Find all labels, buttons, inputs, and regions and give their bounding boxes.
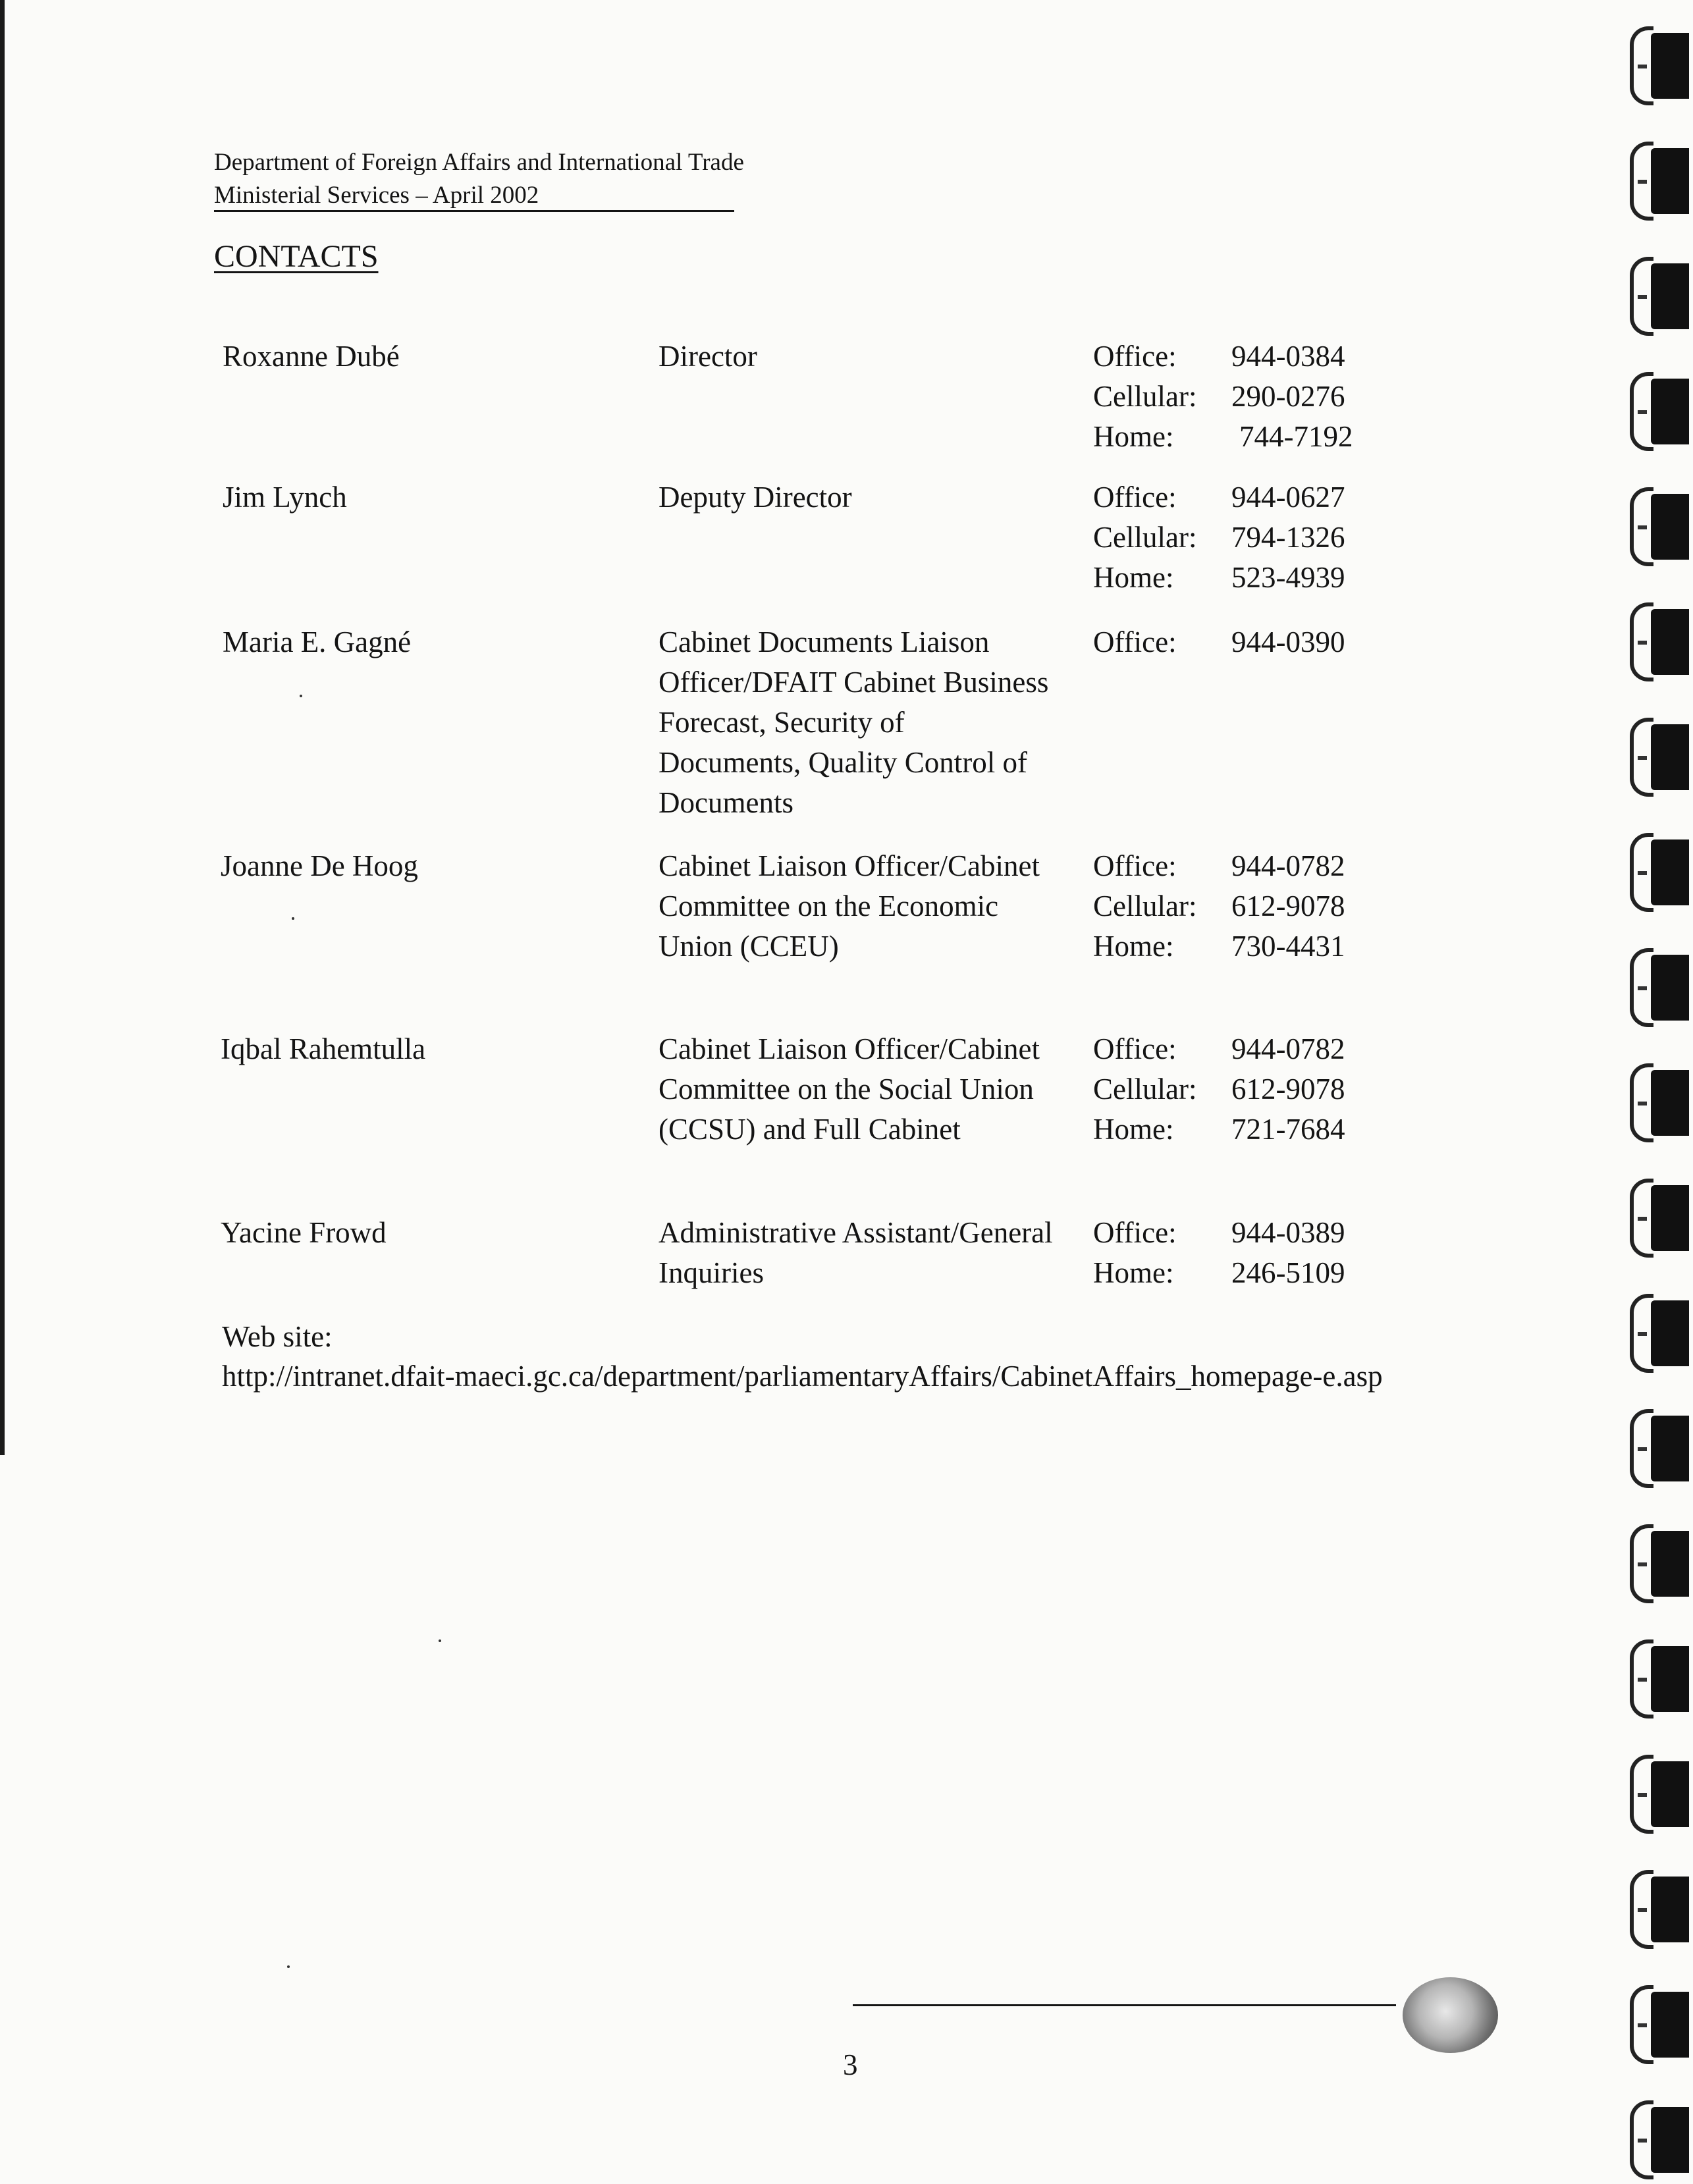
- contact-phones: [1093, 1029, 1422, 1150]
- header-subtitle: Ministerial Services – April 2002: [214, 181, 734, 212]
- phone-row: [1093, 846, 1422, 886]
- phone-type: Home:: [1093, 1113, 1174, 1146]
- phone-number: 612-9078: [1231, 1073, 1345, 1105]
- phone-number: 730-4431: [1231, 930, 1345, 963]
- website-url[interactable]: http://intranet.dfait-maeci.gc.ca/department/parliamentaryAffairs/CabinetAffairs_homepage-e.asp: [222, 1360, 1383, 1393]
- contact-name: Iqbal Rahemtulla: [221, 1032, 426, 1065]
- scan-speck: [292, 917, 294, 920]
- phone-number: 944-0389: [1231, 1216, 1345, 1249]
- scan-speck: [439, 1639, 441, 1642]
- phone-type: Home:: [1093, 420, 1174, 453]
- phone-row: [1093, 1109, 1422, 1150]
- phone-type: Cellular:: [1093, 380, 1197, 413]
- phone-number: 246-5109: [1231, 1256, 1345, 1289]
- binding-ring: [1630, 1870, 1689, 1949]
- contact-name: Jim Lynch: [223, 481, 347, 514]
- binding-ring: [1630, 1524, 1689, 1603]
- phone-row: [1093, 1213, 1422, 1253]
- contact-name: Roxanne Dubé: [223, 340, 400, 373]
- phone-type: Office:: [1093, 481, 1177, 514]
- department-name: Department of Foreign Affairs and International Trade: [214, 149, 744, 176]
- spiral-binding: [1623, 0, 1693, 2184]
- binding-ring: [1630, 1639, 1689, 1718]
- phone-row: [1093, 417, 1422, 457]
- binding-ring: [1630, 26, 1689, 105]
- document-header: [214, 146, 744, 212]
- phone-row: [1093, 336, 1422, 377]
- contact-phones: [1093, 477, 1422, 598]
- phone-number: 944-0782: [1231, 1032, 1345, 1065]
- binding-ring: [1630, 1755, 1689, 1834]
- contact-name: Maria E. Gagné: [223, 626, 412, 658]
- phone-number: 944-0390: [1231, 626, 1345, 658]
- phone-row: [1093, 926, 1422, 967]
- page-title: CONTACTS: [214, 239, 379, 274]
- phone-number: 944-0782: [1231, 849, 1345, 882]
- globe-stamp-icon: [1403, 1977, 1498, 2053]
- contact-name: Joanne De Hoog: [221, 849, 418, 882]
- binding-ring: [1630, 602, 1689, 681]
- phone-number: 523-4939: [1231, 561, 1345, 594]
- scan-speck: [300, 695, 302, 697]
- phone-row: [1093, 1069, 1422, 1109]
- phone-row: [1093, 1253, 1422, 1293]
- phone-row: [1093, 558, 1422, 598]
- phone-number: 721-7684: [1231, 1113, 1345, 1146]
- phone-number: 612-9078: [1231, 890, 1345, 922]
- phone-number: 290-0276: [1231, 380, 1345, 413]
- phone-type: Cellular:: [1093, 1073, 1197, 1105]
- phone-row: [1093, 518, 1422, 558]
- contact-phones: [1093, 622, 1422, 662]
- phone-type: Home:: [1093, 1256, 1174, 1289]
- binding-ring: [1630, 487, 1689, 566]
- phone-number: 944-0627: [1231, 481, 1345, 514]
- phone-type: Office:: [1093, 1216, 1177, 1249]
- contact-role: Director: [658, 340, 757, 373]
- phone-row: [1093, 477, 1422, 518]
- phone-type: Office:: [1093, 849, 1177, 882]
- binding-ring: [1630, 833, 1689, 912]
- contact-role: Cabinet Documents Liaison Officer/DFAIT Cabinet Business Forecast, Security of Documents, Quality Control of Documents: [658, 626, 1049, 819]
- phone-row: [1093, 1029, 1422, 1069]
- contact-role: Deputy Director: [658, 481, 852, 514]
- phone-type: Cellular:: [1093, 890, 1197, 922]
- phone-type: Cellular:: [1093, 521, 1197, 554]
- phone-number: 794-1326: [1231, 521, 1345, 554]
- phone-row: [1093, 886, 1422, 926]
- page-number: 3: [843, 2048, 858, 2081]
- page-edge-shadow: [0, 0, 5, 1455]
- contact-phones: [1093, 846, 1422, 967]
- contact-phones: [1093, 336, 1422, 457]
- phone-type: Home:: [1093, 930, 1174, 963]
- phone-type: Home:: [1093, 561, 1174, 594]
- binding-ring: [1630, 948, 1689, 1027]
- footer-rule: [853, 2004, 1396, 2006]
- phone-type: Office:: [1093, 1032, 1177, 1065]
- binding-ring: [1630, 257, 1689, 336]
- binding-ring: [1630, 1409, 1689, 1488]
- contact-name: Yacine Frowd: [221, 1216, 387, 1249]
- phone-row: [1093, 622, 1422, 662]
- binding-ring: [1630, 1063, 1689, 1142]
- binding-ring: [1630, 718, 1689, 797]
- binding-ring: [1630, 142, 1689, 221]
- binding-ring: [1630, 372, 1689, 451]
- contact-phones: [1093, 1213, 1422, 1293]
- contact-role: Administrative Assistant/General Inquiries: [658, 1216, 1053, 1289]
- contact-role: Cabinet Liaison Officer/Cabinet Committee on the Economic Union (CCEU): [658, 849, 1040, 963]
- binding-ring: [1630, 1294, 1689, 1373]
- phone-type: Office:: [1093, 626, 1177, 658]
- website-label: Web site:: [222, 1320, 333, 1353]
- website-block: [222, 1317, 1383, 1396]
- contact-role: Cabinet Liaison Officer/Cabinet Committee on the Social Union (CCSU) and Full Cabinet: [658, 1032, 1040, 1146]
- phone-number: 744-7192: [1239, 420, 1353, 453]
- binding-ring: [1630, 1985, 1689, 2064]
- phone-type: Office:: [1093, 340, 1177, 373]
- phone-row: [1093, 377, 1422, 417]
- binding-ring: [1630, 2100, 1689, 2179]
- phone-number: 944-0384: [1231, 340, 1345, 373]
- scan-speck: [287, 1965, 290, 1968]
- binding-ring: [1630, 1179, 1689, 1258]
